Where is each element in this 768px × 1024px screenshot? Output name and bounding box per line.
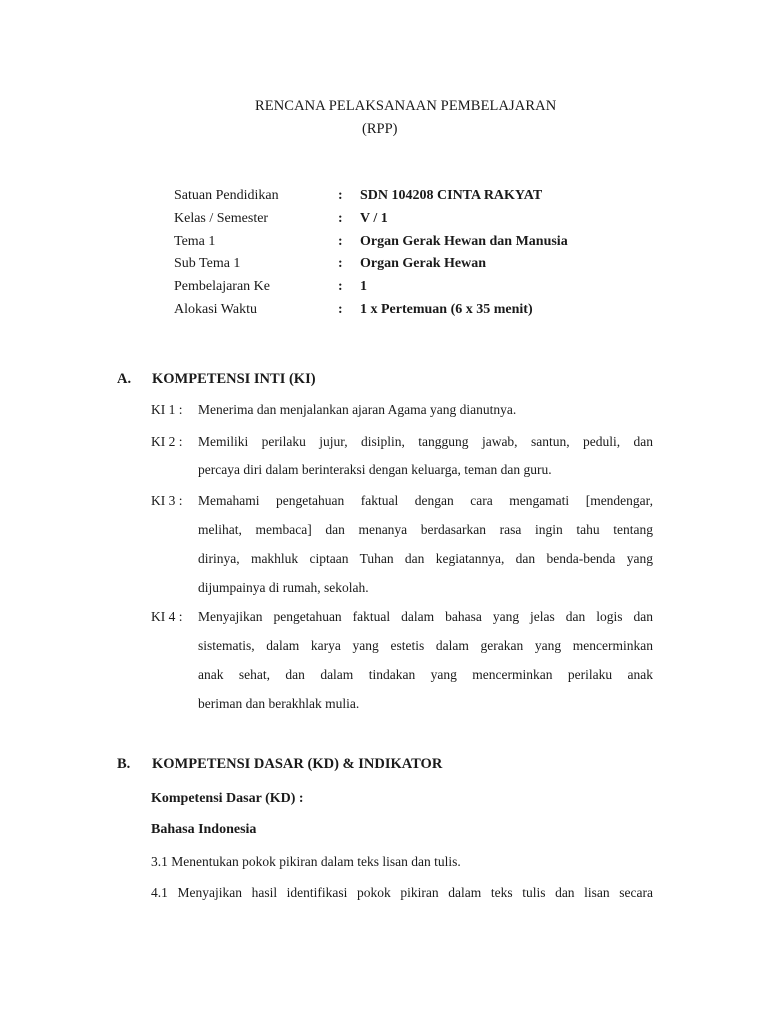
identity-value: Organ Gerak Hewan dan Manusia	[360, 233, 568, 249]
identity-row	[174, 211, 674, 234]
identity-value: 1	[360, 279, 367, 295]
ki-text-line: melihat, membaca] dan menanya berdasarkan rasa ingin tahu tentang	[198, 522, 653, 537]
identity-colon: :	[338, 233, 343, 249]
identity-colon: :	[338, 301, 343, 317]
identity-label: Satuan Pendidikan	[174, 188, 279, 203]
identity-row	[174, 234, 674, 257]
section-letter: A.	[117, 371, 132, 387]
identity-colon: :	[338, 210, 343, 226]
ki-text-line: Menyajikan pengetahuan faktual dalam bahasa yang jelas dan logis dan	[198, 609, 653, 624]
document-title: RENCANA PELAKSANAAN PEMBELAJARAN	[255, 98, 557, 114]
identity-label: Kelas / Semester	[174, 210, 269, 226]
subject-label: Bahasa Indonesia	[151, 822, 257, 837]
ki-code: KI 2 :	[151, 434, 183, 449]
ki-text-line: anak sehat, dan dalam tindakan yang mencerminkan perilaku anak	[198, 667, 653, 682]
ki-text-line: sistematis, dalam karya yang estetis dalam gerakan yang mencerminkan	[198, 638, 653, 653]
section-title: KOMPETENSI INTI (KI)	[152, 371, 316, 387]
section-letter: B.	[117, 756, 131, 772]
identity-label: Pembelajaran Ke	[174, 279, 271, 295]
kd-label: Kompetensi Dasar (KD) :	[151, 791, 304, 806]
identity-row	[174, 188, 674, 211]
document-subtitle: (RPP)	[362, 121, 398, 137]
ki-text-line: dijumpainya di rumah, sekolah.	[198, 580, 369, 595]
ki-code: KI 3 :	[151, 493, 183, 508]
identity-label: Alokasi Waktu	[174, 301, 257, 317]
identity-row	[174, 302, 674, 325]
ki-text-line: Menerima dan menjalankan ajaran Agama yang dianutnya.	[198, 402, 517, 417]
identity-value: 1 x Pertemuan (6 x 35 menit)	[360, 301, 533, 317]
identity-label: Tema 1	[174, 233, 216, 249]
identity-value: SDN 104208 CINTA RAKYAT	[360, 188, 543, 203]
identity-row	[174, 256, 674, 279]
ki-code: KI 1 :	[151, 402, 183, 417]
identity-colon: :	[338, 279, 343, 295]
ki-text-line: beriman dan berakhlak mulia.	[198, 696, 360, 711]
identity-label: Sub Tema 1	[174, 256, 241, 272]
ki-text-line: Memiliki perilaku jujur, disiplin, tanggung jawab, santun, peduli, dan	[198, 434, 653, 449]
ki-text-line: percaya diri dalam berinteraksi dengan keluarga, teman dan guru.	[198, 462, 552, 477]
kd-item: 4.1 Menyajikan hasil identifikasi pokok pikiran dalam teks tulis dan lisan secara	[151, 885, 653, 900]
ki-text-line: dirinya, makhluk ciptaan Tuhan dan kegiatannya, dan benda-benda yang	[198, 551, 653, 566]
identity-value: V / 1	[360, 210, 388, 226]
identity-colon: :	[338, 256, 343, 272]
identity-row	[174, 279, 674, 302]
kd-item: 3.1 Menentukan pokok pikiran dalam teks lisan dan tulis.	[151, 854, 461, 869]
identity-colon: :	[338, 188, 343, 203]
ki-code: KI 4 :	[151, 609, 183, 624]
section-title: KOMPETENSI DASAR (KD) & INDIKATOR	[152, 756, 443, 772]
identity-table	[174, 188, 674, 325]
identity-value: Organ Gerak Hewan	[360, 256, 486, 272]
ki-text-line: Memahami pengetahuan faktual dengan cara mengamati [mendengar,	[198, 493, 653, 508]
